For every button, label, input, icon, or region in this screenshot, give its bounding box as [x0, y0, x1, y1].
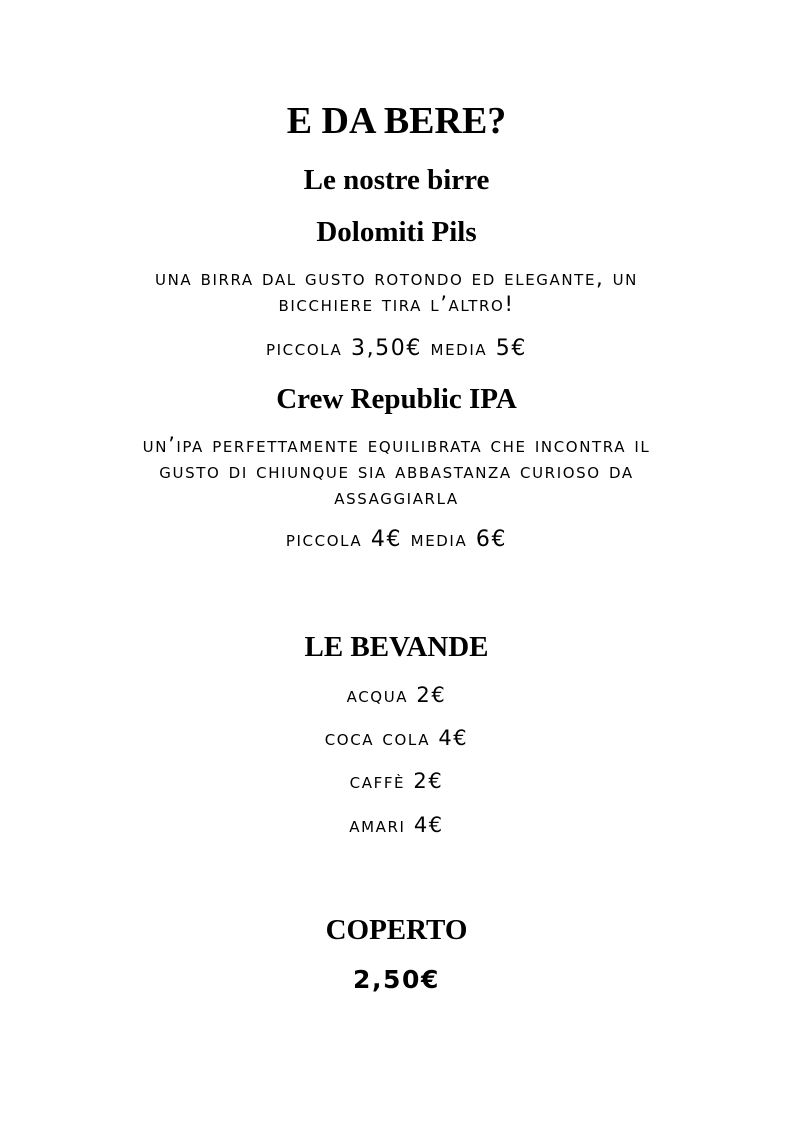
drink-item: coca cola 4€ [324, 726, 469, 750]
drink-item: caffè 2€ [349, 769, 444, 793]
beer-description-line: bicchiere tira l’altro! [278, 292, 515, 316]
beer-description-line: assaggiarla [334, 485, 459, 509]
beer-description-line: un’ipa perfettamente equilibrata che incontra il [142, 433, 651, 457]
beer-description-line: una birra dal gusto rotondo ed elegante, un [155, 266, 638, 290]
beer-name-crew-republic-ipa: Crew Republic IPA [276, 383, 517, 415]
cover-price: 2,50€ [352, 965, 441, 994]
drink-item: amari 4€ [349, 813, 444, 837]
beer-price-crew-republic-ipa: piccola 4€ media 6€ [285, 527, 508, 552]
section-title-drinks: LE BEVANDE [304, 631, 489, 663]
beer-price-dolomiti-pils: piccola 3,50€ media 5€ [266, 336, 527, 361]
beer-name-dolomiti-pils: Dolomiti Pils [316, 216, 477, 248]
page-title: E DA BERE? [286, 100, 507, 142]
section-title-beers: Le nostre birre [303, 164, 490, 196]
section-title-cover: COPERTO [325, 914, 468, 946]
drink-item: acqua 2€ [346, 683, 447, 707]
beer-description-line: gusto di chiunque sia abbastanza curioso da [159, 459, 634, 483]
